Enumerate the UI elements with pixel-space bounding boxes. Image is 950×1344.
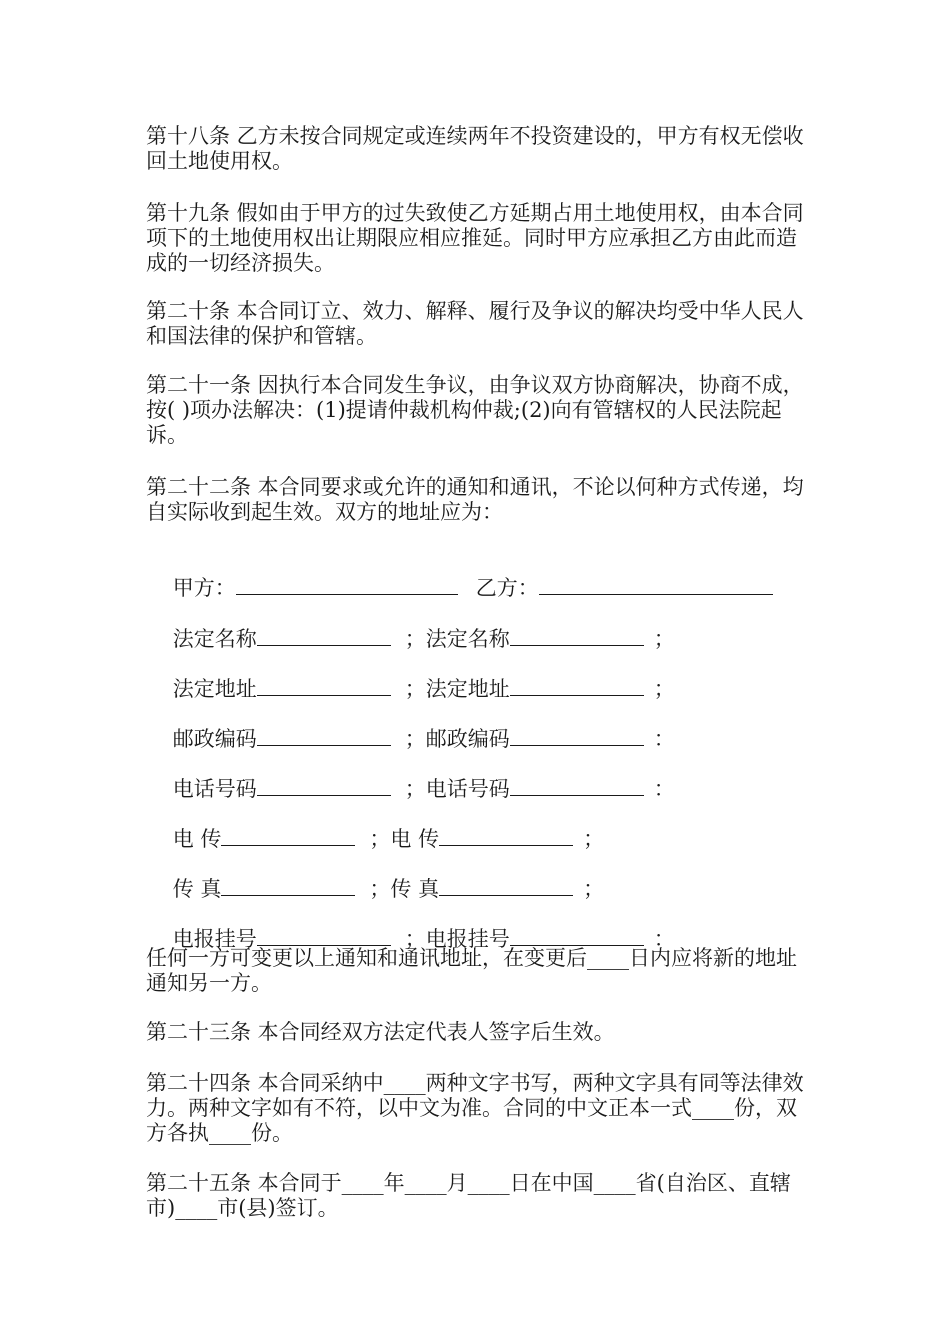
- field-blank-left: [221, 875, 355, 896]
- field-blank-left: [221, 825, 355, 846]
- party-b-blank: [539, 574, 773, 595]
- field-blank-left: [257, 675, 391, 696]
- field-row-legal-address: [146, 647, 675, 701]
- field-blank-right: [510, 925, 644, 946]
- field-row-fax: [146, 847, 605, 901]
- field-label-right: 法定地址: [425, 677, 510, 701]
- field-blank-right: [439, 825, 573, 846]
- party-row: [146, 546, 773, 600]
- field-label-right: 电话号码: [425, 777, 510, 801]
- field-separator: ；: [404, 627, 426, 651]
- field-separator: ；: [404, 927, 426, 951]
- field-end-mark: ：: [653, 777, 675, 801]
- field-blank-left: [257, 725, 391, 746]
- field-separator: ；: [404, 727, 426, 751]
- field-label-right: 邮政编码: [425, 727, 510, 751]
- field-label-right: 传 真: [390, 877, 440, 901]
- party-a-label: 甲方：: [172, 576, 236, 600]
- field-row-postal-code: [146, 697, 675, 751]
- field-separator: ；: [369, 827, 391, 851]
- field-blank-right: [510, 725, 644, 746]
- field-blank-right: [510, 775, 644, 796]
- field-blank-right: [510, 675, 644, 696]
- field-blank-right: [510, 625, 644, 646]
- article-25: 第二十五条 本合同于____年____月____日在中国____省(自治区、直辖市)____市(县)签订。: [146, 1171, 791, 1220]
- article-20: 第二十条 本合同订立、效力、解释、履行及争议的解决均受中华人民人和国法律的保护和管辖。: [146, 299, 804, 348]
- field-label-right: 电 传: [390, 827, 440, 851]
- field-separator: ；: [404, 677, 426, 701]
- field-row-phone: [146, 747, 675, 801]
- field-end-mark: ；: [583, 877, 605, 901]
- field-separator: ；: [404, 777, 426, 801]
- field-label-left: 电话号码: [172, 777, 257, 801]
- field-end-mark: ：: [653, 727, 675, 751]
- field-blank-left: [257, 625, 391, 646]
- field-label-left: 邮政编码: [172, 727, 257, 751]
- article-23: 第二十三条 本合同经双方法定代表人签字后生效。: [146, 1020, 615, 1044]
- field-end-mark: ；: [583, 827, 605, 851]
- article-22: 第二十二条 本合同要求或允许的通知和通讯，不论以何种方式传递，均自实际收到起生效。双方的地址应为：: [146, 475, 804, 524]
- field-separator: ；: [369, 877, 391, 901]
- party-b-label: 乙方：: [475, 576, 539, 600]
- field-row-telex: [146, 797, 605, 851]
- field-blank-left: [257, 775, 391, 796]
- field-end-mark: ；: [653, 677, 675, 701]
- field-label-right: 电报挂号: [425, 927, 510, 951]
- field-label-left: 法定名称: [172, 627, 257, 651]
- field-label-left: 传 真: [172, 877, 222, 901]
- article-21: 第二十一条 因执行本合同发生争议，由争议双方协商解决，协商不成，按( )项办法解决：(1)提请仲裁机构仲裁;(2)向有管辖权的人民法院起诉。: [146, 373, 804, 447]
- field-row-telegraph: [146, 897, 675, 951]
- field-label-left: 电报挂号: [172, 927, 257, 951]
- field-row-legal-name: [146, 597, 675, 651]
- field-blank-right: [439, 875, 573, 896]
- field-label-right: 法定名称: [425, 627, 510, 651]
- article-24: 第二十四条 本合同采纳中____两种文字书写，两种文字具有同等法律效力。两种文字如有不符，以中文为准。合同的中文正本一式____份，双方各执____份。: [146, 1071, 804, 1145]
- field-end-mark: ；: [653, 627, 675, 651]
- field-blank-left: [257, 925, 391, 946]
- field-label-left: 法定地址: [172, 677, 257, 701]
- article-18: 第十八条 乙方未按合同规定或连续两年不投资建设的，甲方有权无偿收回土地使用权。: [146, 124, 804, 173]
- field-label-left: 电 传: [172, 827, 222, 851]
- party-a-blank: [236, 574, 458, 595]
- article-19: 第十九条 假如由于甲方的过失致使乙方延期占用土地使用权，由本合同项下的土地使用权出让期限应相应推延。同时甲方应承担乙方由此而造成的一切经济损失。: [146, 201, 804, 275]
- address-change-notice: 任何一方可变更以上通知和通讯地址，在变更后____日内应将新的地址通知另一方。: [146, 946, 797, 995]
- field-end-mark: ：: [653, 927, 675, 951]
